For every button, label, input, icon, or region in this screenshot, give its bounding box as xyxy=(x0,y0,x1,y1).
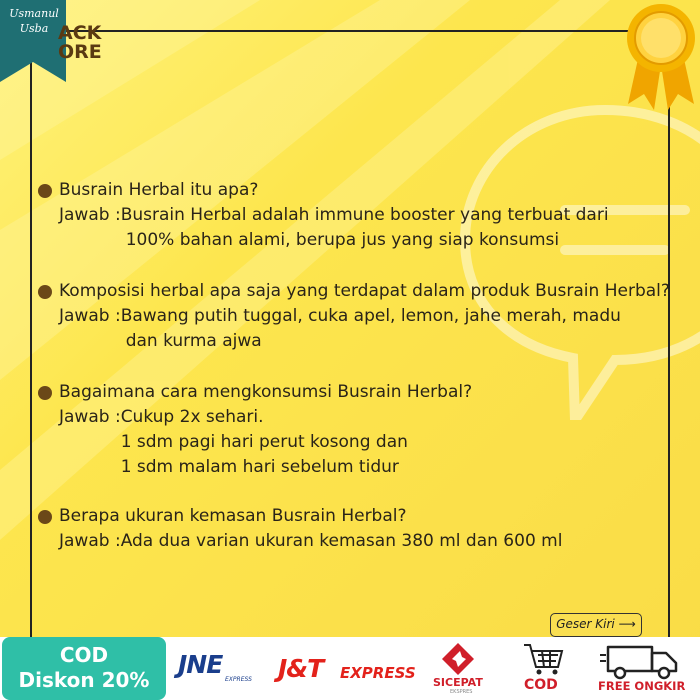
faq-item xyxy=(38,279,678,354)
faq-question: Komposisi herbal apa saja yang terdapat dalam produk Busrain Herbal? xyxy=(59,281,670,301)
faq-question: Busrain Herbal itu apa? xyxy=(59,180,259,200)
answer-line: Cukup 2x sehari. xyxy=(120,407,264,427)
ribbon-line-2: Usba xyxy=(19,22,49,35)
free-shipping-label: FREE ONGKIR xyxy=(598,679,686,693)
answer-label: Jawab : xyxy=(59,531,121,551)
answer-label: Jawab : xyxy=(59,407,121,427)
cod-label: COD xyxy=(524,677,558,693)
bullet-dot-icon xyxy=(38,184,52,198)
answer-label: Jawab : xyxy=(59,205,121,225)
faq-item xyxy=(38,504,678,554)
bullet-dot-icon xyxy=(38,285,52,299)
swipe-left-button[interactable]: Geser Kiri ⟶ xyxy=(550,613,642,637)
sicepat-logo-sub: EKSPRES xyxy=(450,689,473,695)
faq-item xyxy=(38,380,678,480)
jne-logo-sub: EXPRESS xyxy=(225,676,252,683)
medal-icon xyxy=(622,0,700,112)
jnt-logo-express: EXPRESS xyxy=(340,664,416,682)
ribbon-line-1: Usmanul xyxy=(9,7,59,20)
cod-badge-title: COD xyxy=(59,643,109,667)
store-logo xyxy=(58,24,102,62)
bullet-dot-icon xyxy=(38,510,52,524)
jnt-logo: J&T xyxy=(278,654,324,683)
answer-line: 1 sdm malam hari sebelum tidur xyxy=(120,457,399,477)
faq-question: Bagaimana cara mengkonsumsi Busrain Herbal? xyxy=(59,382,473,402)
faq-list xyxy=(38,178,678,580)
cod-discount-badge xyxy=(2,637,166,700)
jne-logo: JNE xyxy=(178,650,223,679)
answer-line: dan kurma ajwa xyxy=(125,331,262,351)
faq-question: Berapa ukuran kemasan Busrain Herbal? xyxy=(59,506,407,526)
bullet-dot-icon xyxy=(38,386,52,400)
cod-badge-discount: Diskon 20% xyxy=(18,668,150,692)
answer-label: Jawab : xyxy=(59,306,121,326)
sicepat-logo: SICEPAT xyxy=(433,676,483,689)
faq-item xyxy=(38,178,678,253)
answer-line: Bawang putih tuggal, cuka apel, lemon, jahe merah, madu xyxy=(120,306,621,326)
store-logo-line-2: ORE xyxy=(58,41,102,63)
answer-line: 100% bahan alami, berupa jus yang siap konsumsi xyxy=(125,230,560,250)
store-logo-line-1: ACK xyxy=(58,22,102,44)
answer-line: Ada dua varian ukuran kemasan 380 ml dan 600 ml xyxy=(120,531,563,551)
answer-line: 1 sdm pagi hari perut kosong dan xyxy=(120,432,408,452)
ribbon-label xyxy=(4,6,64,36)
answer-line: Busrain Herbal adalah immune booster yang terbuat dari xyxy=(120,205,609,225)
